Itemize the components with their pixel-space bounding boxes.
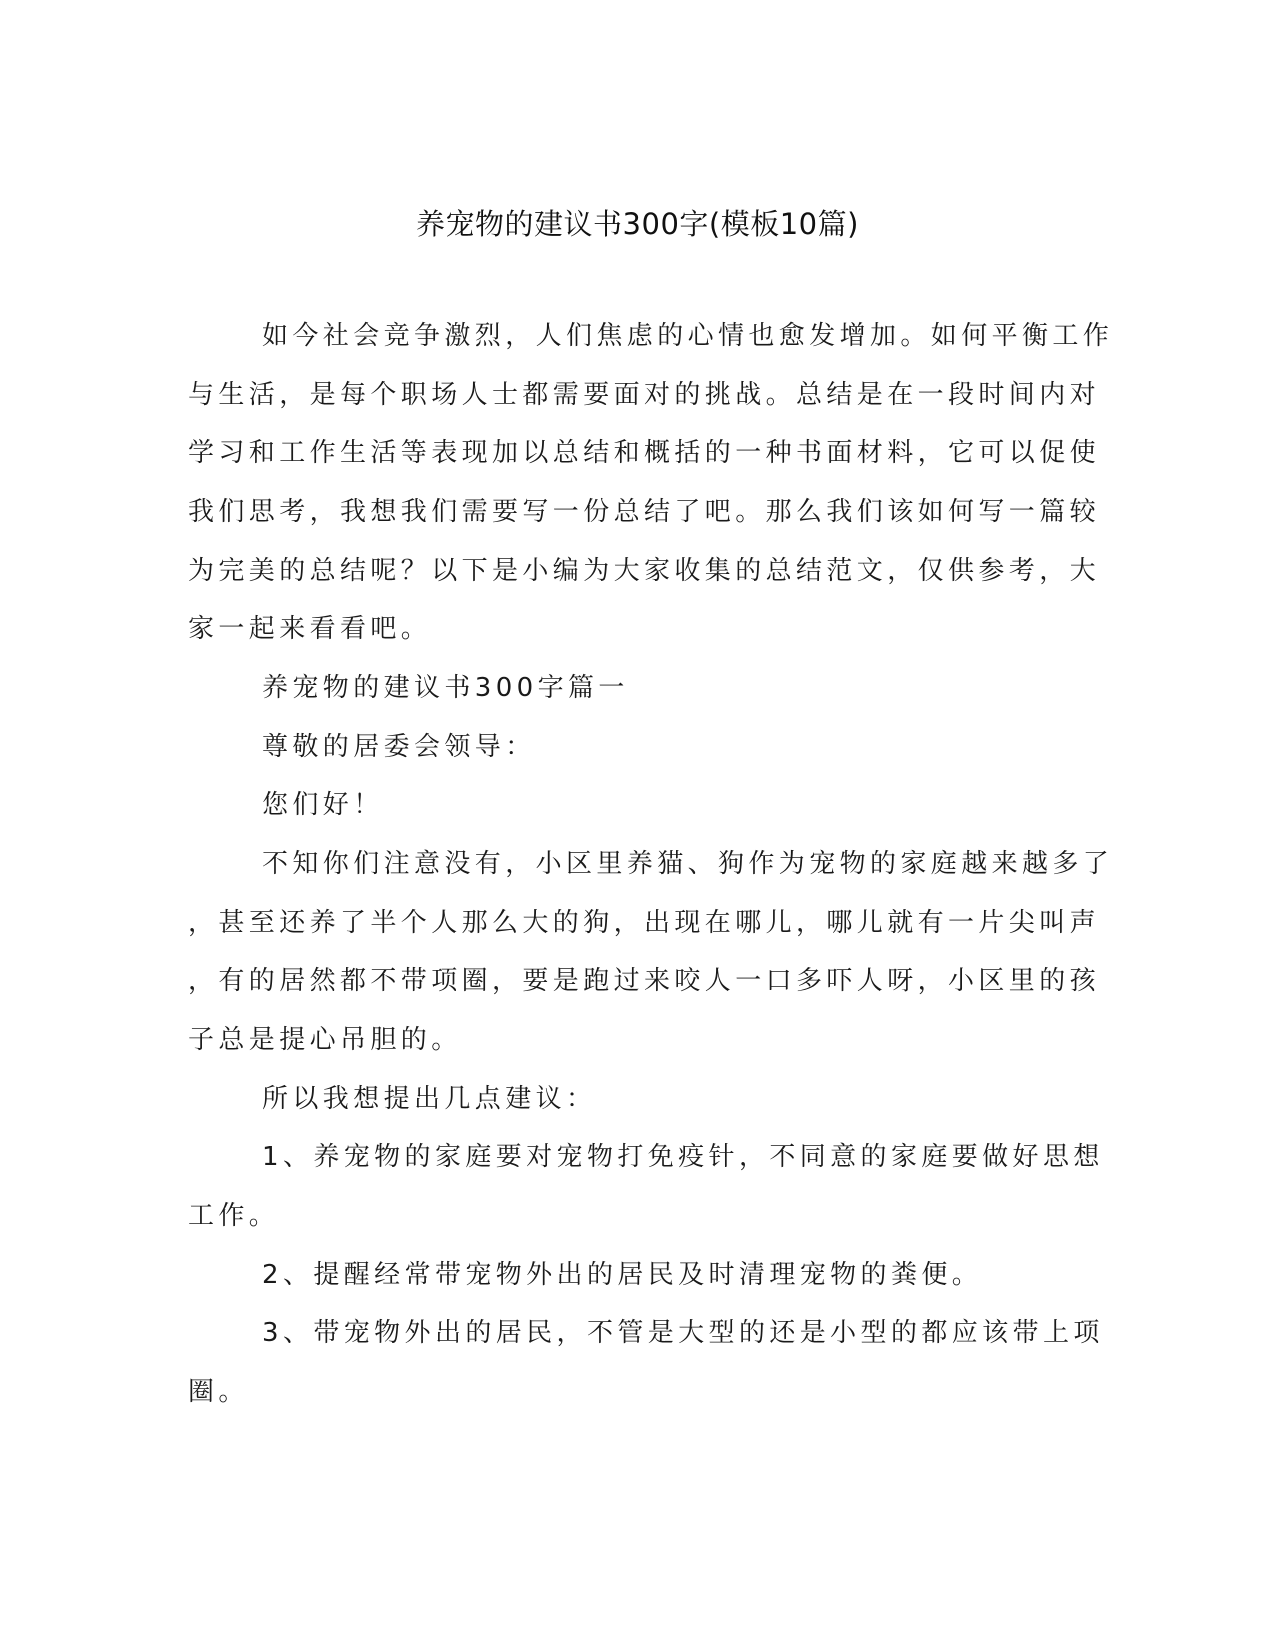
item2: 2、提醒经常带宠物外出的居民及时清理宠物的粪便。: [262, 1260, 983, 1290]
intro-line-1: 如今社会竞争激烈，人们焦虑的心情也愈发增加。如何平衡工作: [262, 321, 1114, 351]
item3-line-1: 3、带宠物外出的居民，不管是大型的还是小型的都应该带上项: [262, 1318, 1104, 1348]
para1-line-1: 不知你们注意没有，小区里养猫、狗作为宠物的家庭越来越多了: [262, 849, 1114, 879]
section-heading: 养宠物的建议书300字篇一: [262, 673, 629, 703]
intro-line-5: 为完美的总结呢？以下是小编为大家收集的总结范文，仅供参考，大: [188, 556, 1101, 586]
para1-line-2: ，甚至还养了半个人那么大的狗，出现在哪儿，哪儿就有一片尖叫声: [188, 908, 1101, 938]
para1-line-3: ，有的居然都不带项圈，要是跑过来咬人一口多吓人呀，小区里的孩: [188, 966, 1101, 996]
intro-line-4: 我们思考，我想我们需要写一份总结了吧。那么我们该如何写一篇较: [188, 497, 1101, 527]
document-title: 养宠物的建议书300字(模板10篇): [416, 207, 859, 241]
para2: 所以我想提出几点建议：: [262, 1084, 597, 1114]
para1-line-4: 子总是提心吊胆的。: [188, 1025, 462, 1055]
greeting: 您们好！: [262, 790, 384, 820]
item1-line-2: 工作。: [188, 1201, 280, 1231]
item1-line-1: 1、养宠物的家庭要对宠物打免疫针，不同意的家庭要做好思想: [262, 1142, 1104, 1172]
intro-line-3: 学习和工作生活等表现加以总结和概括的一种书面材料，它可以促使: [188, 438, 1101, 468]
salutation: 尊敬的居委会领导：: [262, 732, 536, 762]
intro-line-2: 与生活，是每个职场人士都需要面对的挑战。总结是在一段时间内对: [188, 380, 1101, 410]
intro-line-6: 家一起来看看吧。: [188, 614, 432, 644]
item3-line-2: 圈。: [188, 1377, 249, 1407]
